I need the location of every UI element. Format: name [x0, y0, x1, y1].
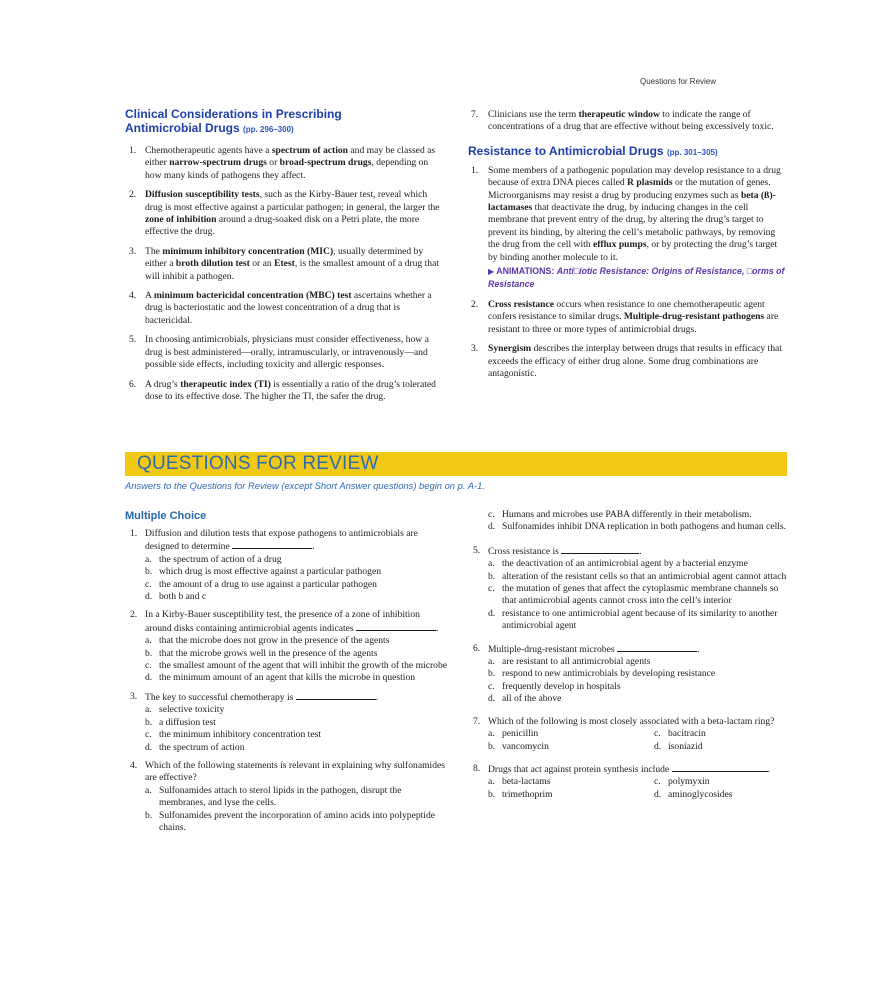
option[interactable] [145, 704, 447, 716]
option-letter: c. [488, 583, 495, 595]
option[interactable] [488, 776, 654, 788]
item-text: are resistant to three or more types of antimicrobial drugs. [488, 311, 779, 335]
item-number: 2. [129, 189, 137, 201]
item-text: is essentially a ratio of the drug’s tolerated dose to its effective dose. The higher the TI, the safer the drug. [145, 378, 436, 402]
option[interactable] [145, 554, 447, 566]
clinical-section [125, 107, 447, 403]
option-letter: a. [488, 776, 495, 788]
item-text: describes the interplay between drugs that results in efficacy that exceeds the efficacy of either drug alone. Some drug combinations are antagonistic. [488, 343, 782, 379]
question-7 [468, 716, 788, 753]
option[interactable] [145, 742, 447, 754]
item-text: or the mutation of genes. Microorganisms may resist a drug by producing enzymes such as [488, 177, 771, 201]
item-number: 3. [129, 245, 137, 257]
item-text: A [145, 290, 154, 302]
clinical-item [125, 246, 447, 283]
animations-text: Anti□iotic Resistance: Origins of Resistance, □orms of Resistance [488, 266, 785, 290]
option-text: selective toxicity [159, 704, 225, 716]
option-text: frequently develop in hospitals [502, 680, 621, 692]
option-text: the minimum amount of an agent that kills the microbe in question [159, 672, 416, 684]
answer-blank[interactable] [617, 643, 697, 652]
key-term: narrow-spectrum drugs [169, 157, 267, 169]
question-stem: Drugs that act against protein synthesis include [488, 763, 670, 775]
question-number: 1. [130, 528, 138, 539]
options [145, 554, 447, 604]
option[interactable] [488, 509, 788, 521]
option-letter: d. [488, 607, 496, 619]
question-stem: Which of the following is most closely associated with a beta-lactam ring? [488, 715, 775, 727]
option-letter: c. [145, 660, 152, 672]
key-term: Cross resistance [488, 298, 554, 310]
clinical-heading [125, 107, 447, 137]
option-text: Humans and microbes use PABA differently in their metabolism. [502, 509, 752, 520]
multiple-choice-heading: Multiple Choice [125, 510, 207, 522]
option-letter: a. [145, 784, 152, 796]
options [488, 656, 788, 706]
banner-title: QUESTIONS FOR REVIEW [137, 453, 379, 474]
animations-label: ANIMATIONS: [496, 266, 555, 277]
item-text: , usually determined by either a [145, 245, 424, 270]
option[interactable] [145, 785, 447, 810]
question-stem: Diffusion and dilution tests that expose pathogens to antimicrobials are designed to determine [145, 528, 418, 553]
option-text: resistance to one antimicrobial agent because of its similarity to another antimicrobial agent [502, 607, 778, 632]
animations-link-row [468, 265, 788, 292]
key-term: minimum bactericidal concentration (MBC) test [153, 290, 352, 302]
option-letter: b. [145, 716, 153, 728]
key-term: Etest [274, 258, 295, 270]
key-term: R plasmids [627, 177, 673, 189]
option[interactable] [488, 656, 788, 668]
option-text: the deactivation of an antimicrobial agent by a bacterial enzyme [502, 558, 748, 570]
question-4-options-continued [468, 509, 788, 534]
question-3 [125, 691, 447, 754]
option-letter: d. [488, 693, 496, 705]
question-stem: Cross resistance is [488, 545, 559, 557]
option-text: the spectrum of action [159, 741, 245, 753]
key-term: broad-spectrum drugs [279, 157, 372, 169]
option-letter: d. [145, 672, 153, 684]
option-letter: b. [488, 740, 496, 752]
item-text: , depending on how many kinds of pathogens they affect. [145, 157, 429, 181]
option-letter: c. [488, 680, 495, 692]
option-text: polymyxin [668, 776, 710, 788]
key-term: minimum inhibitory concentration (MIC) [162, 245, 334, 257]
option-text: which drug is most effective against a particular pathogen [159, 566, 382, 578]
question-stem: The key to successful chemotherapy is [145, 691, 294, 703]
item-number: 1. [471, 164, 479, 176]
key-term: therapeutic window [578, 109, 660, 120]
option[interactable] [488, 681, 788, 693]
question-2 [125, 609, 447, 684]
stem-end: . [639, 545, 642, 557]
option[interactable] [145, 810, 447, 835]
item-number: 5. [129, 334, 137, 346]
resistance-item [468, 165, 788, 264]
option-text: that the microbe does not grow in the presence of the agents [159, 635, 390, 647]
option[interactable] [145, 635, 447, 647]
answers-note: Answers to the Questions for Review (except Short Answer questions) begin on p. A-1. [125, 480, 485, 491]
item-text: , or by protecting the drug’s target by binding another molecule to it. [488, 239, 778, 263]
question-number: 7. [473, 715, 481, 727]
options [488, 728, 788, 753]
option-letter: c. [654, 776, 661, 788]
question-number: 6. [473, 642, 481, 654]
option-letter: d. [654, 788, 662, 800]
key-term: therapeutic index (TI) [180, 378, 271, 390]
key-term: spectrum of action [271, 145, 349, 156]
option-letter: d. [654, 740, 662, 752]
clinical-pages: (pp. 296–300) [243, 125, 294, 134]
option-text: a diffusion test [159, 716, 216, 728]
option-letter: b. [145, 647, 153, 659]
stem-end: . [375, 691, 379, 703]
item-text: The [145, 245, 163, 257]
option-text: alteration of the resistant cells so that an antimicrobial agent cannot attach [502, 570, 787, 582]
answer-blank[interactable] [356, 622, 436, 631]
option-letter: d. [488, 521, 496, 533]
option[interactable] [654, 789, 804, 801]
stem-end: . [767, 763, 770, 775]
play-triangle-icon: ▶ [488, 267, 495, 277]
answer-blank[interactable] [232, 540, 312, 549]
option-letter: c. [145, 729, 152, 741]
option[interactable] [654, 728, 804, 740]
question-number: 2. [130, 609, 138, 621]
options [488, 776, 788, 801]
clinical-list [125, 145, 447, 403]
item-text: to indicate the range of concentrations of a drug that are effective without being excessively toxic. [488, 109, 774, 133]
option-text: both b and c [159, 591, 207, 603]
option-letter: c. [488, 509, 495, 520]
option[interactable] [654, 776, 804, 788]
option-letter: a. [145, 635, 152, 647]
question-number: 3. [130, 690, 138, 702]
item-text: , is the smallest amount of a drug that will inhibit a pathogen. [145, 258, 440, 282]
key-term: Diffusion susceptibility tests [145, 189, 260, 201]
option-text: Sulfonamides inhibit DNA replication in both pathogens and human cells. [502, 521, 787, 533]
resistance-heading [468, 144, 788, 160]
question-stem: Which of the following statements is relevant in explaining why sulfonamides are effective? [145, 759, 446, 784]
question-4 [125, 760, 447, 834]
option-letter: d. [145, 741, 153, 753]
item-text: occurs when resistance to one chemotherapeutic agent confers resistance to similar drugs. [488, 298, 765, 323]
stem-end: . [312, 541, 315, 553]
option-text: the minimum inhibitory concentration test [159, 729, 321, 741]
option-text: bacitracin [668, 728, 706, 740]
option[interactable] [488, 571, 788, 583]
resistance-list [468, 165, 788, 381]
option-letter: b. [145, 809, 153, 821]
resistance-item [468, 299, 788, 336]
option-text: Sulfonamides prevent the incorporation of amino acids into polypeptide chains. [159, 809, 436, 833]
option-text: isoniazid [668, 740, 703, 752]
question-1 [125, 528, 447, 603]
question-8 [468, 763, 788, 801]
option-text: trimethoprim [502, 788, 553, 800]
option-letter: c. [145, 578, 152, 590]
option[interactable] [488, 521, 788, 533]
resistance-pages: (pp. 301–305) [666, 147, 718, 157]
option[interactable] [488, 741, 654, 753]
options [145, 785, 447, 835]
option-text: Sulfonamides attach to sterol lipids in the pathogen, disrupt the membranes, and lyse the cells. [159, 784, 402, 809]
option-letter: a. [145, 553, 152, 565]
item-number: 7. [471, 109, 479, 120]
key-term: zone of inhibition [145, 214, 217, 226]
option[interactable] [145, 566, 447, 578]
answer-blank[interactable] [561, 545, 639, 554]
item-text: or an [249, 258, 275, 270]
clinical-item [125, 145, 447, 182]
clinical-item [125, 334, 447, 371]
mc-left-column [125, 509, 447, 834]
option[interactable] [145, 729, 447, 741]
option[interactable] [488, 693, 788, 705]
item-text: ascertains whether a drug is bacteriostatic and the lowest concentration of a drug that is bactericidal. [145, 290, 432, 326]
option-letter: b. [145, 566, 153, 578]
animations-link[interactable] [488, 266, 784, 289]
option-letter: a. [488, 558, 495, 570]
option-letter: a. [488, 656, 495, 668]
key-term: Synergism [488, 343, 532, 355]
item-text: A drug’s [145, 378, 181, 390]
item-text: Clinicians use the term [488, 109, 579, 120]
running-head: Questions for Review [640, 77, 717, 86]
clinical-list-continued [468, 109, 788, 134]
answer-blank[interactable] [672, 763, 768, 772]
option-text: respond to new antimicrobials by developing resistance [502, 668, 716, 680]
resistance-item [468, 343, 788, 380]
option-text: the smallest amount of the agent that will inhibit the growth of the microbe [159, 660, 448, 672]
options [488, 558, 788, 632]
option-letter: a. [488, 728, 495, 740]
option-letter: d. [145, 591, 153, 603]
options [145, 704, 447, 754]
question-5 [468, 545, 788, 633]
question-number: 5. [473, 544, 481, 556]
key-term: broth dilution test [175, 258, 250, 270]
clinical-title-line2: Antimicrobial Drugs [125, 121, 240, 135]
option[interactable] [654, 741, 804, 753]
option-text: the amount of a drug to use against a particular pathogen [159, 578, 377, 590]
item-text: that deactivate the drug, by inducing changes in the cell membrane that prevent entry of the drug, by altering the drug’s target to prevent its binding, by altering the cell’s metabolic pathways, by removing the drug from the cell with [488, 202, 776, 251]
question-number: 4. [130, 759, 138, 771]
stem-end: . [436, 622, 439, 634]
item-text: and may be classed as either [145, 145, 436, 169]
answer-blank[interactable] [296, 691, 376, 700]
option-text: the mutation of genes that affect the cytoplasmic membrane channels so that antimicrobial agents cannot cross into the cell’s interior [502, 583, 779, 607]
option-text: aminoglycosides [668, 788, 733, 800]
questions-banner [125, 452, 787, 476]
option[interactable] [145, 717, 447, 729]
option-text: are resistant to all antimicrobial agents [502, 656, 651, 668]
option[interactable] [488, 789, 654, 801]
option-text: the spectrum of action of a drug [159, 553, 282, 565]
key-term: beta (ß)-lactamases [488, 189, 776, 214]
item-number: 3. [471, 343, 479, 355]
item-text: Chemotherapeutic agents have a [145, 145, 272, 156]
question-number: 8. [473, 762, 481, 774]
option-letter: a. [145, 704, 152, 716]
item-number: 6. [129, 378, 137, 390]
clinical-item [125, 189, 447, 239]
question-stem: Multiple-drug-resistant microbes [488, 643, 615, 655]
right-summary-column [468, 109, 788, 380]
item-text: around a drug-soaked disk on a Petri plate, the more effective the drug. [145, 214, 420, 238]
clinical-item [468, 109, 788, 134]
item-number: 2. [471, 298, 479, 310]
option[interactable] [145, 579, 447, 591]
item-text: Some members of a pathogenic population may develop resistance to a drug because of extra DNA pieces called [488, 164, 781, 189]
key-term: Multiple-drug-resistant pathogens [623, 311, 765, 323]
item-text: In choosing antimicrobials, physicians must consider effectiveness, how a drug is best administered—orally, intramuscularly, or intravenously—and possible side effects, including toxicity and allergic responses. [145, 334, 429, 371]
option-text: that the microbe grows well in the presence of the agents [159, 647, 378, 659]
clinical-title-line1: Clinical Considerations in Prescribing [125, 107, 342, 121]
option[interactable] [488, 558, 788, 570]
clinical-item [125, 290, 447, 327]
option-letter: c. [654, 728, 661, 740]
option[interactable] [488, 728, 654, 740]
item-number: 1. [129, 145, 137, 156]
options [145, 635, 447, 685]
stem-end: . [696, 643, 700, 655]
option[interactable] [488, 583, 788, 608]
option[interactable] [145, 648, 447, 660]
option[interactable] [488, 668, 788, 680]
clinical-item [125, 379, 447, 404]
item-number: 4. [129, 290, 137, 302]
option-letter: b. [488, 668, 496, 680]
option-letter: b. [488, 788, 496, 800]
option[interactable] [145, 660, 447, 672]
option[interactable] [145, 591, 447, 603]
option-text: penicillin [502, 728, 539, 740]
option-letter: b. [488, 570, 496, 582]
item-text: or [266, 157, 280, 169]
question-6 [468, 643, 788, 706]
mc-right-column [468, 509, 788, 801]
option[interactable] [145, 672, 447, 684]
option-text: beta-lactams [502, 776, 551, 788]
option-text: vancomycin [502, 740, 549, 752]
item-text: , such as the Kirby-Bauer test, reveal which drug is most effective against a particular pathogen; in general, the larger the [145, 189, 440, 213]
question-stem: In a Kirby-Bauer susceptibility test, the presence of a zone of inhibition around disks containing antimicrobial agents indicates [145, 609, 420, 634]
option-text: all of the above [502, 693, 562, 705]
resistance-title: Resistance to Antimicrobial Drugs [468, 143, 664, 158]
key-term: efflux pumps [592, 239, 647, 251]
option[interactable] [488, 608, 788, 633]
